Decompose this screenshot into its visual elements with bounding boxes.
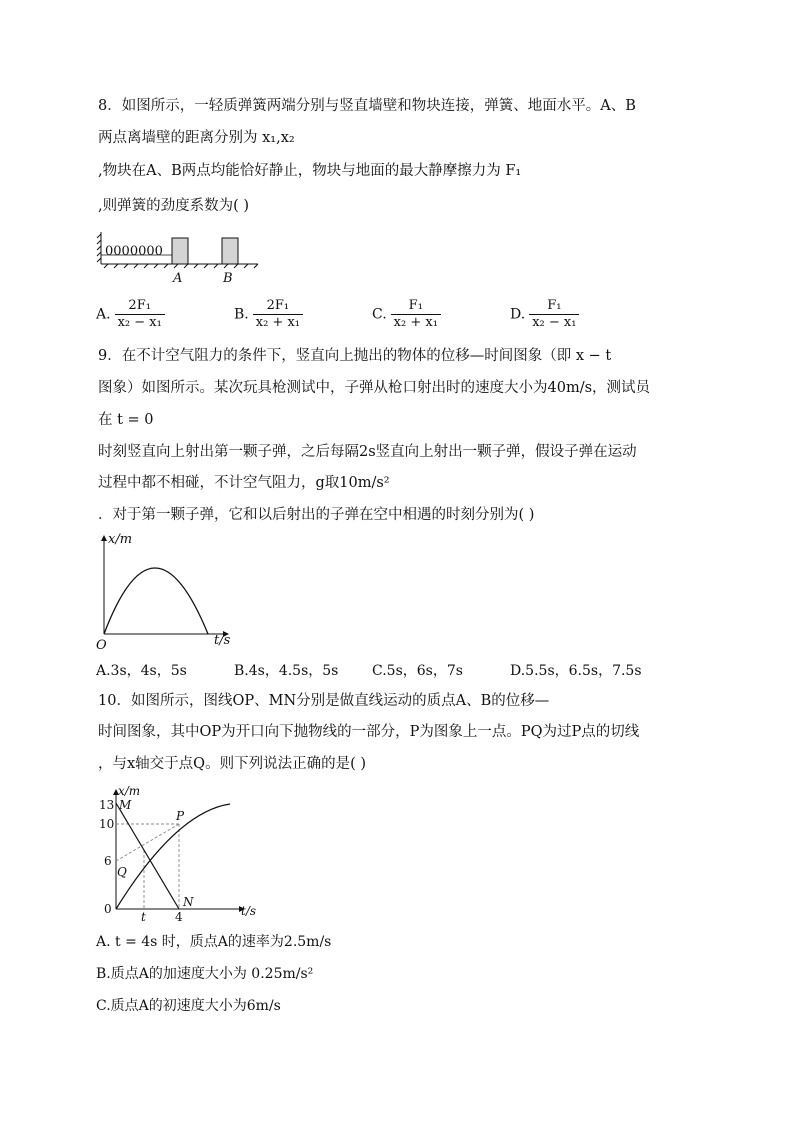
ground: [101, 264, 258, 268]
q9-line-4: 时刻竖直向上射出第一颗子弹，之后每隔2s竖直向上射出一颗子弹，假设子弹在运动: [98, 444, 637, 460]
q9-option-a[interactable]: A.3s，4s，5s: [96, 663, 187, 679]
line-mn: [116, 803, 179, 909]
option-letter: C.: [372, 306, 387, 323]
y-tick-6: 6: [104, 854, 112, 868]
q9-line-1: 9．在不计空气阻力的条件下，竖直向上抛出的物体的位移—时间图象（即 x − t: [98, 348, 612, 364]
option-denominator: x₂ − x₁: [117, 315, 162, 330]
q9-option-d[interactable]: D.5.5s，6.5s，7.5s: [510, 663, 642, 679]
q8-line-4: ,则弹簧的劲度系数为( ): [98, 198, 250, 214]
label-p: P: [176, 809, 185, 823]
option-denominator: x₂ + x₁: [255, 315, 300, 330]
y-tick-10: 10: [99, 817, 115, 831]
label-m: M: [119, 798, 132, 812]
block-b: [222, 238, 238, 264]
option-numerator: 2F₁: [115, 298, 165, 315]
q9-line-5: 过程中都不相碰，不计空气阻力，g取10m/s²: [98, 475, 390, 491]
x-tick-t: t: [141, 910, 146, 924]
option-denominator: x₂ + x₁: [393, 315, 438, 330]
q8-option-a[interactable]: [96, 298, 165, 331]
y-axis-label: x/m: [108, 532, 133, 547]
option-letter: A.: [96, 306, 111, 323]
y-tick-13: 13: [99, 798, 115, 812]
q10-option-c[interactable]: C.质点A的初速度大小为6m/s: [96, 998, 281, 1014]
x-axis-label: t/s: [214, 633, 231, 648]
y-axis-label: x/m: [118, 784, 141, 798]
x-axis-label: t/s: [241, 904, 257, 918]
q9-option-c[interactable]: C.5s，6s，7s: [372, 663, 463, 679]
y-tick-0: 0: [104, 902, 112, 916]
label-n: N: [183, 895, 194, 909]
q10-option-a[interactable]: A. t = 4s 时，质点A的速率为2.5m/s: [96, 934, 332, 950]
q8-line-3: ,物块在A、B两点均能恰好静止，物块与地面的最大静摩擦力为 F₁: [98, 163, 522, 179]
curve-op: [116, 804, 230, 909]
trajectory-curve: [104, 568, 208, 634]
q8-option-d[interactable]: [510, 298, 579, 331]
q10-figure: [96, 784, 266, 922]
q8-option-b[interactable]: [234, 298, 303, 331]
x-tick-4: 4: [175, 910, 183, 924]
q10-line-3: ，与x轴交于点Q。则下列说法正确的是( ): [98, 756, 366, 772]
q10-line-1: 10．如图所示，图线OP、MN分别是做直线运动的质点A、B的位移—: [98, 693, 550, 709]
wall: [97, 232, 101, 264]
label-a: A: [173, 271, 183, 286]
q9-option-b[interactable]: B.4s，4.5s，5s: [234, 663, 339, 679]
label-q: Q: [117, 865, 127, 879]
option-numerator: F₁: [529, 298, 579, 315]
q8-line-2: 两点离墙壁的距离分别为 x₁,x₂: [98, 130, 295, 146]
q10-line-2: 时间图象，其中OP为开口向下抛物线的一部分，P为图象上一点。PQ为过P点的切线: [98, 724, 640, 740]
q9-line-3: 在 t = 0: [98, 412, 154, 428]
q9-line-6: ．对于第一颗子弹，它和以后射出的子弹在空中相遇的时刻分别为( ): [98, 507, 535, 523]
block-a: [172, 238, 188, 264]
origin-label: O: [96, 638, 107, 653]
label-b: B: [223, 271, 233, 286]
q9-line-2: 图象）如图所示。某次玩具枪测试中，子弹从枪口射出时的速度大小为40m/s，测试员: [98, 380, 651, 396]
q8-option-c[interactable]: [372, 298, 441, 331]
option-letter: D.: [510, 306, 526, 323]
option-numerator: 2F₁: [253, 298, 303, 315]
spring: 0000000: [105, 244, 163, 259]
q9-figure: [94, 532, 239, 652]
q8-figure: [96, 228, 266, 288]
q10-option-b[interactable]: B.质点A的加速度大小为 0.25m/s²: [96, 966, 314, 982]
option-letter: B.: [234, 306, 249, 323]
option-denominator: x₂ − x₁: [532, 315, 577, 330]
option-numerator: F₁: [391, 298, 441, 315]
q8-line-1: 8．如图所示，一轻质弹簧两端分别与竖直墙壁和物块连接，弹簧、地面水平。A、B: [98, 98, 636, 114]
